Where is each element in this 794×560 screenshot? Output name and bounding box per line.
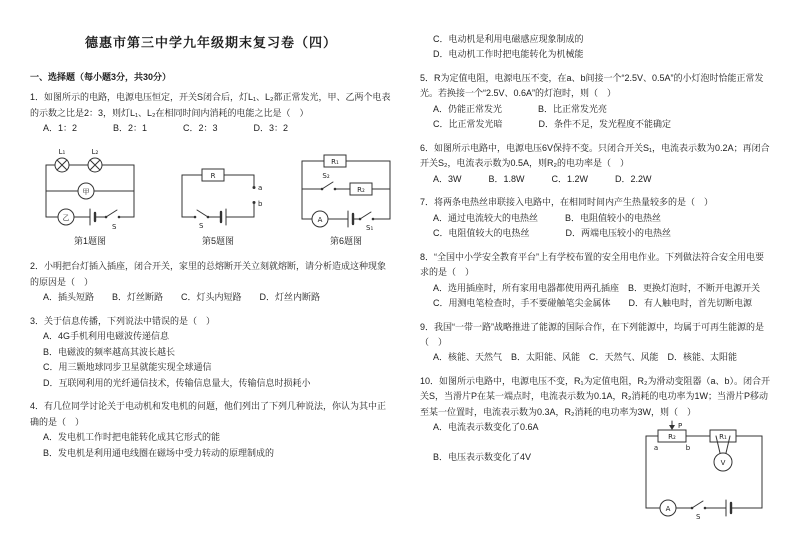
battery-icon xyxy=(90,209,95,225)
label-resistor-R1: R₁ xyxy=(719,433,727,442)
question-10-body xyxy=(420,420,772,522)
switch-contact xyxy=(194,216,197,219)
question-1-options: A．1：2 B．2：1 C．2：3 D．3：2 xyxy=(43,123,289,134)
circuit-wires xyxy=(182,169,254,225)
switch-contact xyxy=(691,507,694,510)
label-lamp1: L₁ xyxy=(58,147,66,156)
switch-contact xyxy=(321,188,324,191)
terminal-a xyxy=(253,186,256,189)
switch-contact xyxy=(118,216,121,219)
switch-contact xyxy=(359,218,362,221)
switch-icon xyxy=(692,501,703,508)
question-3-option-c: C．用三颗地球同步卫星就能实现全球通信 xyxy=(43,362,212,373)
circuit-diagram-q1 xyxy=(38,145,142,231)
circuit-wires xyxy=(46,158,134,225)
question-2-stem: 2．小明把台灯插入插座，闭合开关，家里的总熔断开关立刻就熔断，请分析造成这种现象的原因是（ ） xyxy=(30,261,387,287)
question-5-options-cd: C．比正常发光暗 D．条件不足，发光程度不能确定 xyxy=(433,119,672,130)
figure-q1-caption: 第1题图 xyxy=(73,235,106,246)
switch-S2-icon xyxy=(322,182,333,189)
switch-icon xyxy=(197,210,208,217)
label-meter-jia: 甲 xyxy=(82,187,90,196)
question-9-stem: 9．我国“一带一路”战略推进了能源的国际合作，在下列能源中，均属于可再生能源的是（ ） xyxy=(420,321,765,347)
question-4 xyxy=(30,399,392,461)
question-3-option-b: B．电磁波的频率越高其波长越长 xyxy=(43,346,176,357)
circuit-diagram-q5 xyxy=(172,159,264,231)
lamp-L1-icon xyxy=(55,158,69,172)
figure-q6-caption: 第6题图 xyxy=(329,235,362,246)
switch-icon xyxy=(106,210,117,217)
left-column xyxy=(30,70,392,469)
figure-q6 xyxy=(294,149,398,249)
question-10-options xyxy=(420,420,624,479)
question-5-options-ab: A．仍能正常发光 B．比正常发光亮 xyxy=(433,103,608,114)
circuit-diagram-q6 xyxy=(294,149,398,231)
question-8-options-cd: C．用测电笔检查时，手不要碰触笔尖金属体 D．有人触电时，首先切断电源 xyxy=(433,298,753,309)
page-title: 德惠市第三中学九年级期末复习卷（四） xyxy=(84,35,337,50)
question-7-options-ab: A．通过电流较大的电热丝 B．电阻值较小的电热丝 xyxy=(433,212,662,223)
circuit-wires xyxy=(646,421,762,516)
question-3-option-a: A．4G手机利用电磁波传递信息 xyxy=(43,331,170,342)
question-8-stem: 8．“全国中小学安全教育平台”上有学校布置的安全用电作业。下列做法符合安全用电要求的是（ ） xyxy=(420,251,765,278)
label-rheostat-R2: R₂ xyxy=(668,433,676,442)
question-8-options-ab: A．选用插座时，所有家用电器都使用两孔插座 B．更换灯泡时，不断开电源开关 xyxy=(433,282,761,293)
label-switch-S2: S₂ xyxy=(322,171,330,180)
question-9-options: A．核能、天然气 B．太阳能、风能 C．天然气、风能 D．核能、太阳能 xyxy=(433,352,738,363)
right-column xyxy=(420,32,772,530)
switch-contact xyxy=(207,216,210,219)
question-6-stem: 6．如图所示电路中，电源电压6V保持不变。只闭合开关S₁，电流表示数为0.2A；再闭合开关S₂，电流表示数为0.5A，则R₂的电功率是（ ） xyxy=(420,142,770,169)
label-resistor-R1: R₁ xyxy=(331,157,339,166)
label-slider-p: P xyxy=(678,422,683,431)
question-10-option-b: B．电压表示数变化了4V xyxy=(433,451,532,462)
question-7-stem: 7．将两条电热丝串联接入电路中，在相同时间内产生热量较多的是（ ） xyxy=(420,197,714,208)
switch-contact xyxy=(372,218,375,221)
battery-icon xyxy=(348,211,353,227)
question-3-option-d: D．互联网利用的光纤通信技术，传输信息量大，传输信息时损耗小 xyxy=(43,377,311,388)
lamp-L2-icon xyxy=(88,158,102,172)
label-switch: S xyxy=(112,222,117,231)
label-switch-S1: S₁ xyxy=(366,223,374,231)
label-resistor-R: R xyxy=(210,171,216,180)
question-5-stem: 5．R为定值电阻，电源电压不变，在a、b间接一个“2.5V、0.5A”的小灯泡时恰能正常发光。若换接一个“2.5V、0.6A”的灯泡时，则（ ） xyxy=(420,72,764,99)
question-8 xyxy=(420,250,772,312)
switch-contact xyxy=(704,507,707,510)
circuit-diagram-q10 xyxy=(636,420,772,522)
question-2-options: A．插头短路 B．灯丝断路 C．灯头内短路 D．灯丝内断路 xyxy=(43,292,321,303)
question-3-stem: 3．关于信息传播，下列说法中错误的是（ ） xyxy=(30,315,216,326)
label-ammeter: A xyxy=(665,505,671,514)
label-terminal-b: b xyxy=(685,444,691,453)
label-lamp2: L₂ xyxy=(91,147,99,156)
label-terminal-b: b xyxy=(258,199,263,208)
figure-q5-caption: 第5题图 xyxy=(201,235,234,246)
question-6-options: A．3W B．1.8W C．1.2W D．2.2W xyxy=(433,173,652,184)
terminal-b xyxy=(253,201,256,204)
question-1-stem: 1．如图所示的电路，电源电压恒定，开关S闭合后，灯L₁、L₂都正常发光，甲、乙两个电表的示数之比是2：3，则灯L₁、L₂在相同时间内消耗的电能之比是（ ） xyxy=(30,92,391,118)
circuit-wires xyxy=(302,155,390,227)
question-6 xyxy=(420,141,772,187)
question-2 xyxy=(30,259,392,305)
question-7 xyxy=(420,195,772,241)
battery-icon xyxy=(221,209,226,225)
battery-icon xyxy=(726,500,731,516)
question-1 xyxy=(30,90,392,136)
question-10-option-a: A．电流表示数变化了0.6A xyxy=(433,422,539,433)
question-4-option-b: B．发电机是利用通电线圈在磁场中受力转动的原理制成的 xyxy=(43,447,275,458)
question-3 xyxy=(30,314,392,391)
label-resistor-R2: R₂ xyxy=(357,185,365,194)
label-terminal-a: a xyxy=(653,444,659,453)
question-4-option-c: C．电动机是利用电磁感应现象制成的 xyxy=(433,34,584,44)
label-voltmeter: V xyxy=(720,459,726,468)
figure-q5 xyxy=(172,159,264,249)
question-4-continued xyxy=(420,32,772,63)
question-9 xyxy=(420,320,772,366)
switch-contact xyxy=(105,216,108,219)
figure-row xyxy=(38,145,392,249)
label-meter-yi: 乙 xyxy=(62,213,70,222)
question-4-option-d: D．电动机工作时把电能转化为机械能 xyxy=(433,49,584,60)
switch-S1-icon xyxy=(360,212,371,219)
label-switch: S xyxy=(696,513,701,522)
label-ammeter: A xyxy=(317,215,323,224)
question-4-stem: 4．有几位同学讨论关于电动机和发电机的问题，他们列出了下列几种说法，你认为其中正确的是（ ） xyxy=(30,401,387,427)
question-10-stem: 10．如图所示电路中，电源电压不变，R₁为定值电阻，R₂为滑动变阻器（a、b）。闭合开关S，当滑片P在某一端点时，电流表示数为0.1A，R₂消耗的电功率为1W；当滑片P移动至某一位置时，电流表示数为0.3A，R₂消耗的电功率为3W，则（ ） xyxy=(420,375,771,417)
question-10 xyxy=(420,374,772,522)
slider-arrow-icon xyxy=(669,425,675,430)
question-5 xyxy=(420,71,772,133)
label-terminal-a: a xyxy=(258,183,263,192)
label-switch: S xyxy=(199,221,204,230)
section-heading: 一、选择题（每小题3分，共30分） xyxy=(30,72,172,82)
question-7-options-cd: C．电阻值较大的电热丝 D．两端电压较小的电热丝 xyxy=(433,228,672,239)
figure-q1 xyxy=(38,145,142,249)
question-4-option-a: A．发电机工作时把电能转化成其它形式的能 xyxy=(43,432,221,443)
switch-contact xyxy=(334,188,337,191)
